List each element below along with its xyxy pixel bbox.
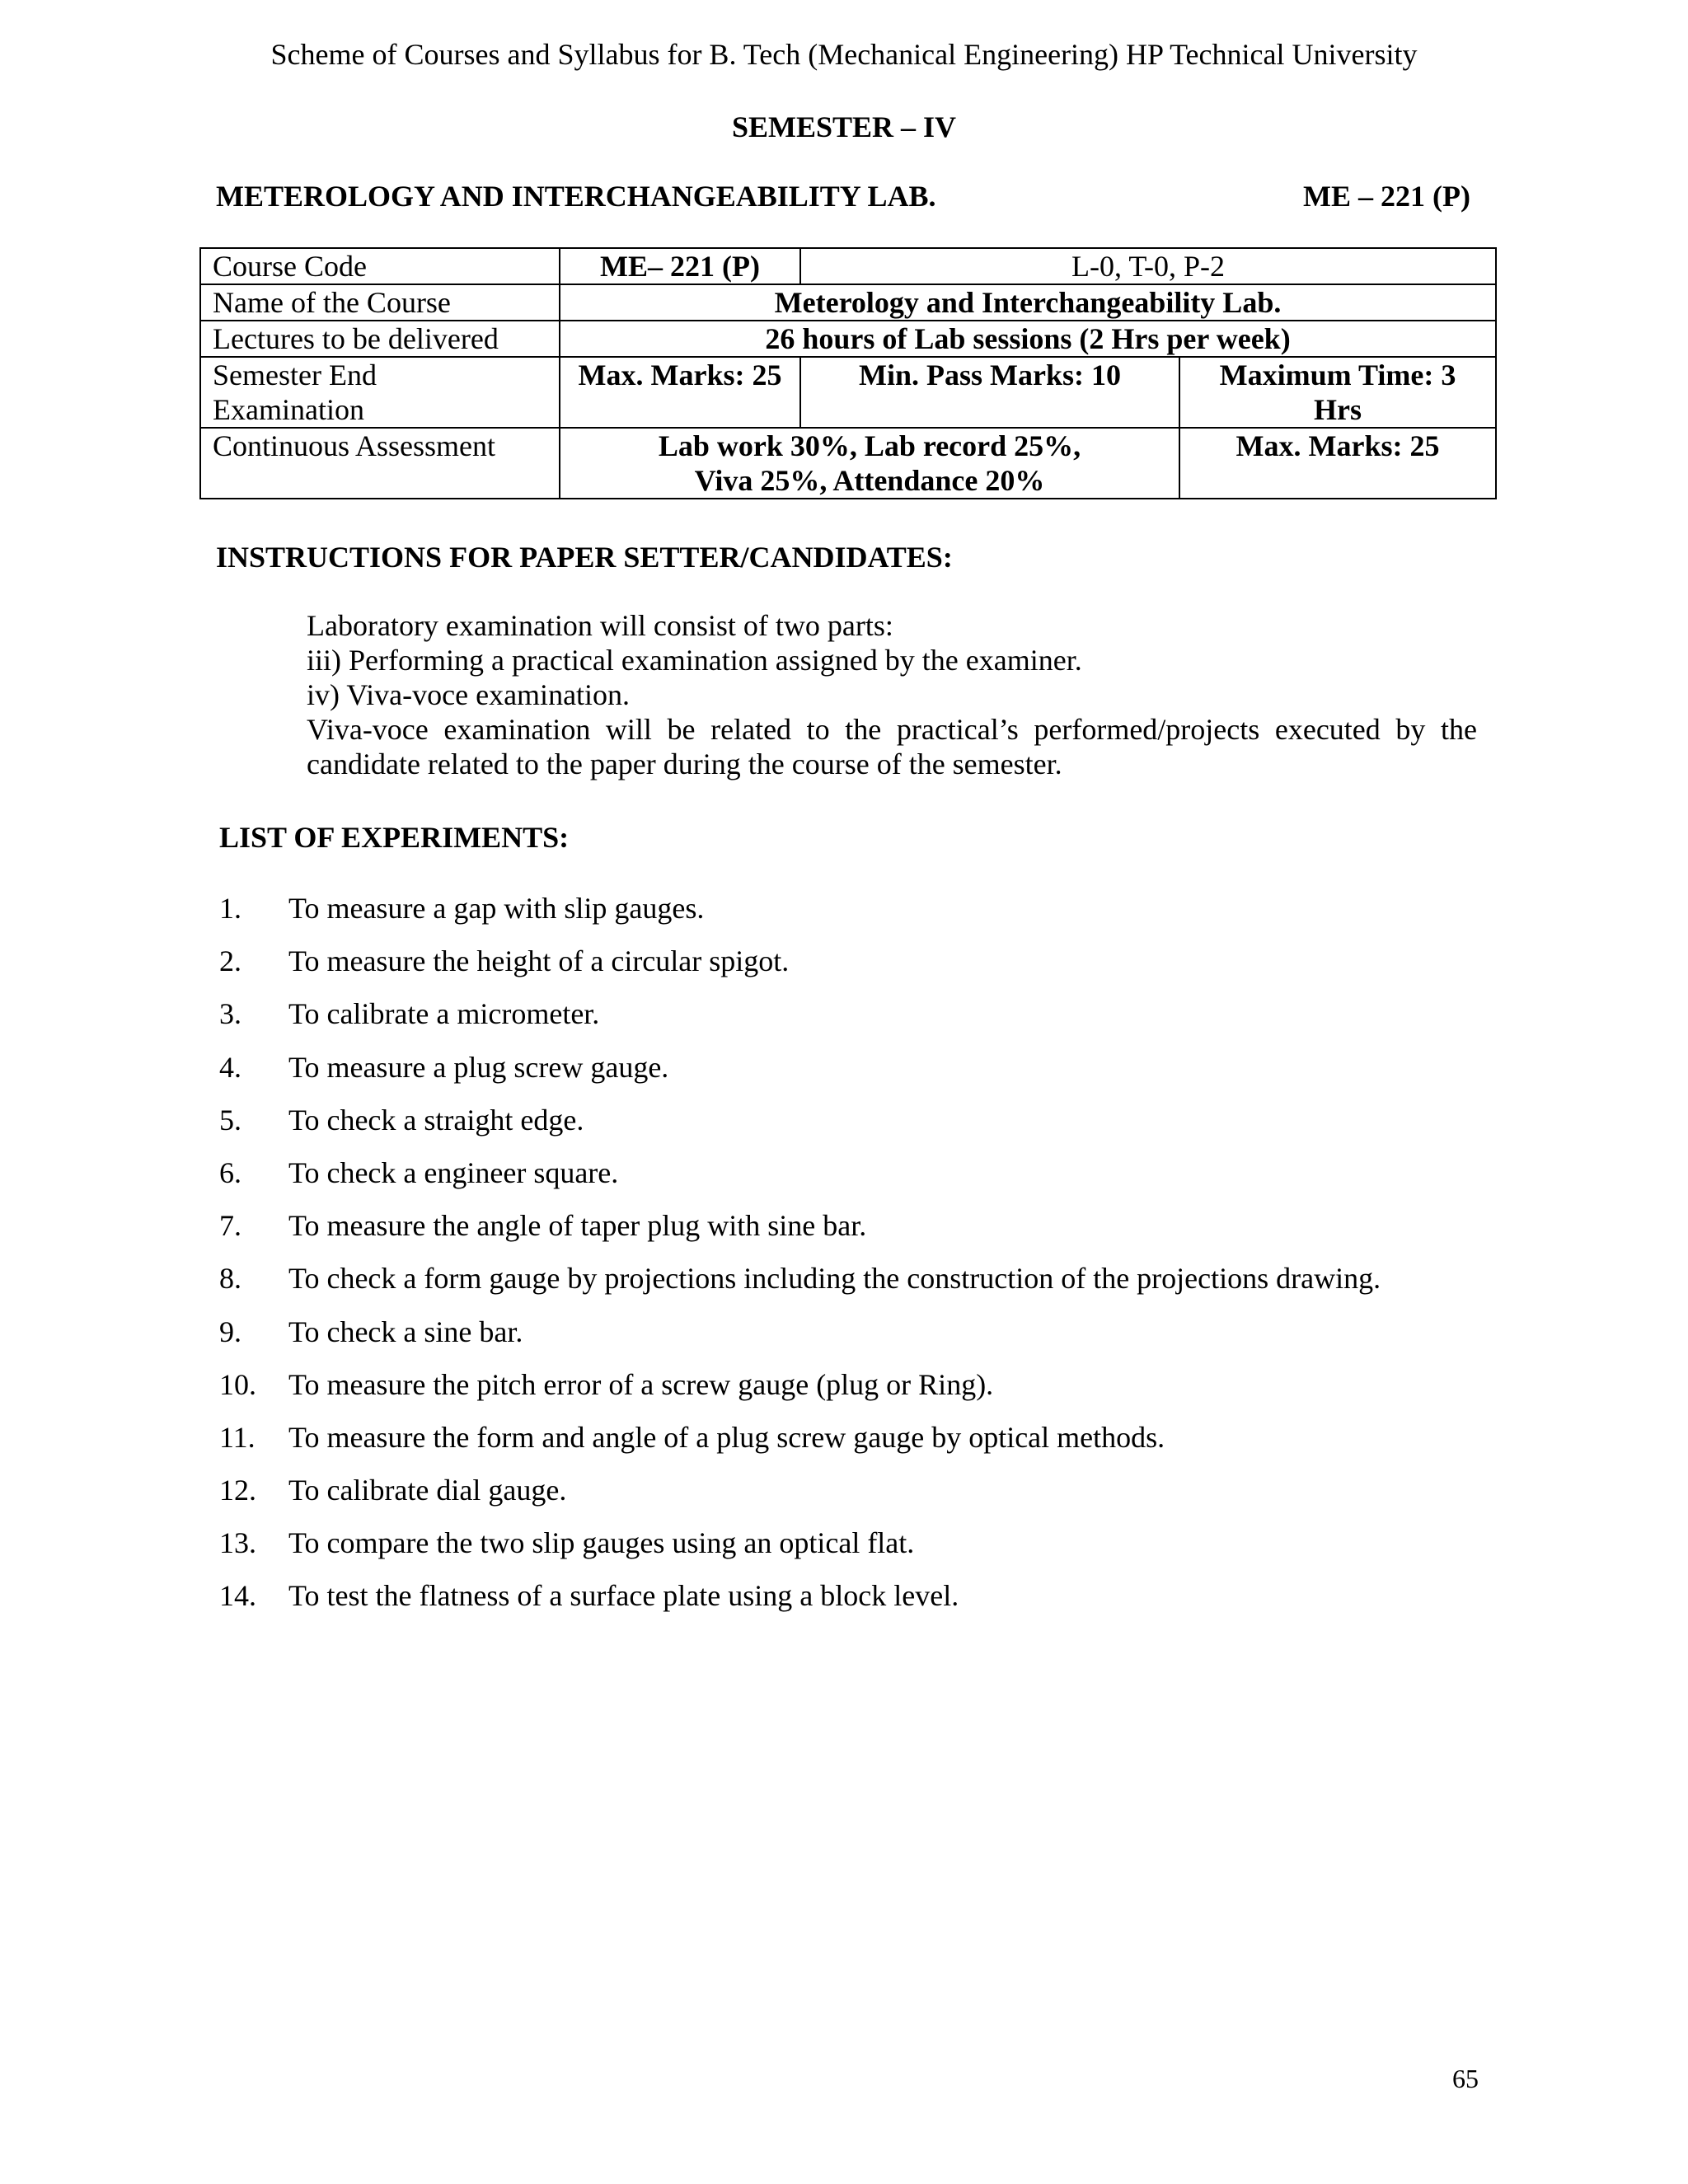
list-item-number: 12.	[219, 1474, 256, 1507]
experiments-heading: LIST OF EXPERIMENTS:	[219, 821, 570, 854]
table-cell-min-pass-marks: Min. Pass Marks: 10	[800, 357, 1179, 428]
list-item-text: To compare the two slip gauges using an optical flat.	[288, 1526, 915, 1560]
list-item-text: To measure a gap with slip gauges.	[288, 892, 705, 925]
list-item-number: 4.	[219, 1050, 241, 1084]
list-item-number: 1.	[219, 892, 241, 925]
list-item	[219, 1153, 1505, 1206]
list-item-text: To measure the form and angle of a plug screw gauge by optical methods.	[288, 1420, 1165, 1454]
table-row	[200, 284, 1496, 321]
table-cell-max-time	[1179, 357, 1496, 428]
list-item-number: 7.	[219, 1209, 241, 1243]
list-item	[219, 1576, 1505, 1629]
table-cell-lectures: 26 hours of Lab sessions (2 Hrs per week)	[560, 321, 1496, 357]
table-cell-label: Name of the Course	[200, 284, 560, 321]
list-item-number: 8.	[219, 1262, 241, 1296]
list-item-text: To check a engineer square.	[288, 1155, 619, 1189]
table-cell-label	[200, 357, 560, 428]
list-item-text: To check a sine bar.	[288, 1315, 523, 1348]
list-item-text: To calibrate dial gauge.	[288, 1474, 567, 1507]
table-cell-max-marks: Max. Marks: 25	[560, 357, 800, 428]
list-item-number: 14.	[219, 1579, 256, 1613]
list-item	[219, 1418, 1505, 1470]
list-item-number: 13.	[219, 1526, 256, 1560]
instructions-intro: Laboratory examination will consist of two parts:	[307, 609, 893, 642]
course-code-heading: ME – 221 (P)	[1303, 180, 1470, 213]
list-item-text: To check a straight edge.	[288, 1103, 584, 1137]
course-title: METEROLOGY AND INTERCHANGEABILITY LAB.	[216, 180, 936, 213]
list-item-text: To measure the pitch error of a screw gauge (plug or Ring).	[288, 1367, 994, 1401]
table-cell-course-code: ME– 221 (P)	[560, 248, 800, 284]
page-number: 65	[1452, 2064, 1479, 2093]
list-item	[219, 941, 1505, 994]
table-cell-course-name: Meterology and Interchangeability Lab.	[560, 284, 1496, 321]
label-line: Examination	[213, 393, 364, 426]
instructions-part: iii) Performing a practical examination assigned by the examiner.	[307, 644, 1082, 677]
list-item	[219, 1047, 1505, 1100]
max-time-line: Maximum Time: 3	[1219, 359, 1456, 391]
table-cell-label: Lectures to be delivered	[200, 321, 560, 357]
list-item	[219, 1365, 1505, 1418]
list-item-number: 6.	[219, 1155, 241, 1189]
table-row	[200, 321, 1496, 357]
list-item-text: To calibrate a micrometer.	[288, 997, 600, 1031]
instructions-part: iv) Viva-voce examination.	[307, 678, 631, 711]
table-cell-label: Course Code	[200, 248, 560, 284]
list-item-text: To check a form gauge by projections including the construction of the projections drawing.	[288, 1262, 1381, 1296]
instructions-heading: INSTRUCTIONS FOR PAPER SETTER/CANDIDATES:	[216, 541, 953, 574]
list-item-text: To test the flatness of a surface plate using a block level.	[288, 1579, 959, 1613]
semester-heading: SEMESTER – IV	[731, 110, 957, 143]
list-item-number: 2.	[219, 944, 241, 978]
list-item-number: 10.	[219, 1367, 256, 1401]
table-cell-ltp: L-0, T-0, P-2	[800, 248, 1496, 284]
list-item	[219, 888, 1505, 941]
list-item	[219, 1100, 1505, 1153]
table-cell-label: Continuous Assessment	[200, 428, 560, 499]
list-item	[219, 1523, 1505, 1576]
experiments-list	[219, 888, 1505, 1629]
label-line: Semester End	[213, 359, 377, 391]
list-item-number: 3.	[219, 997, 241, 1031]
list-item	[219, 1258, 1505, 1311]
assessment-line: Lab work 30%, Lab record 25%,	[658, 429, 1081, 462]
instructions-note-line: Viva-voce examination will be related to the practical’s performed/projects executed by the	[307, 713, 1477, 746]
instructions-body	[307, 608, 1477, 781]
list-item	[219, 994, 1505, 1047]
list-item-text: To measure the angle of taper plug with sine bar.	[288, 1209, 867, 1243]
list-item-number: 11.	[219, 1420, 256, 1454]
table-row	[200, 248, 1496, 284]
list-item	[219, 1206, 1505, 1258]
table-row	[200, 428, 1496, 499]
list-item-number: 9.	[219, 1315, 241, 1348]
instructions-note-line: candidate related to the paper during the course of the semester.	[307, 748, 1062, 780]
max-time-line: Hrs	[1314, 393, 1362, 426]
list-item	[219, 1312, 1505, 1365]
running-header: Scheme of Courses and Syllabus for B. Tech (Mechanical Engineering) HP Technical University	[270, 38, 1418, 71]
table-cell-assessment-max-marks: Max. Marks: 25	[1179, 428, 1496, 499]
table-row	[200, 357, 1496, 428]
list-item-text: To measure the height of a circular spigot.	[288, 944, 790, 978]
list-item	[219, 1470, 1505, 1523]
course-info-table	[199, 247, 1497, 499]
table-cell-assessment-split	[560, 428, 1179, 499]
list-item-number: 5.	[219, 1103, 241, 1137]
assessment-line: Viva 25%, Attendance 20%	[694, 464, 1045, 497]
list-item-text: To measure a plug screw gauge.	[288, 1050, 669, 1084]
